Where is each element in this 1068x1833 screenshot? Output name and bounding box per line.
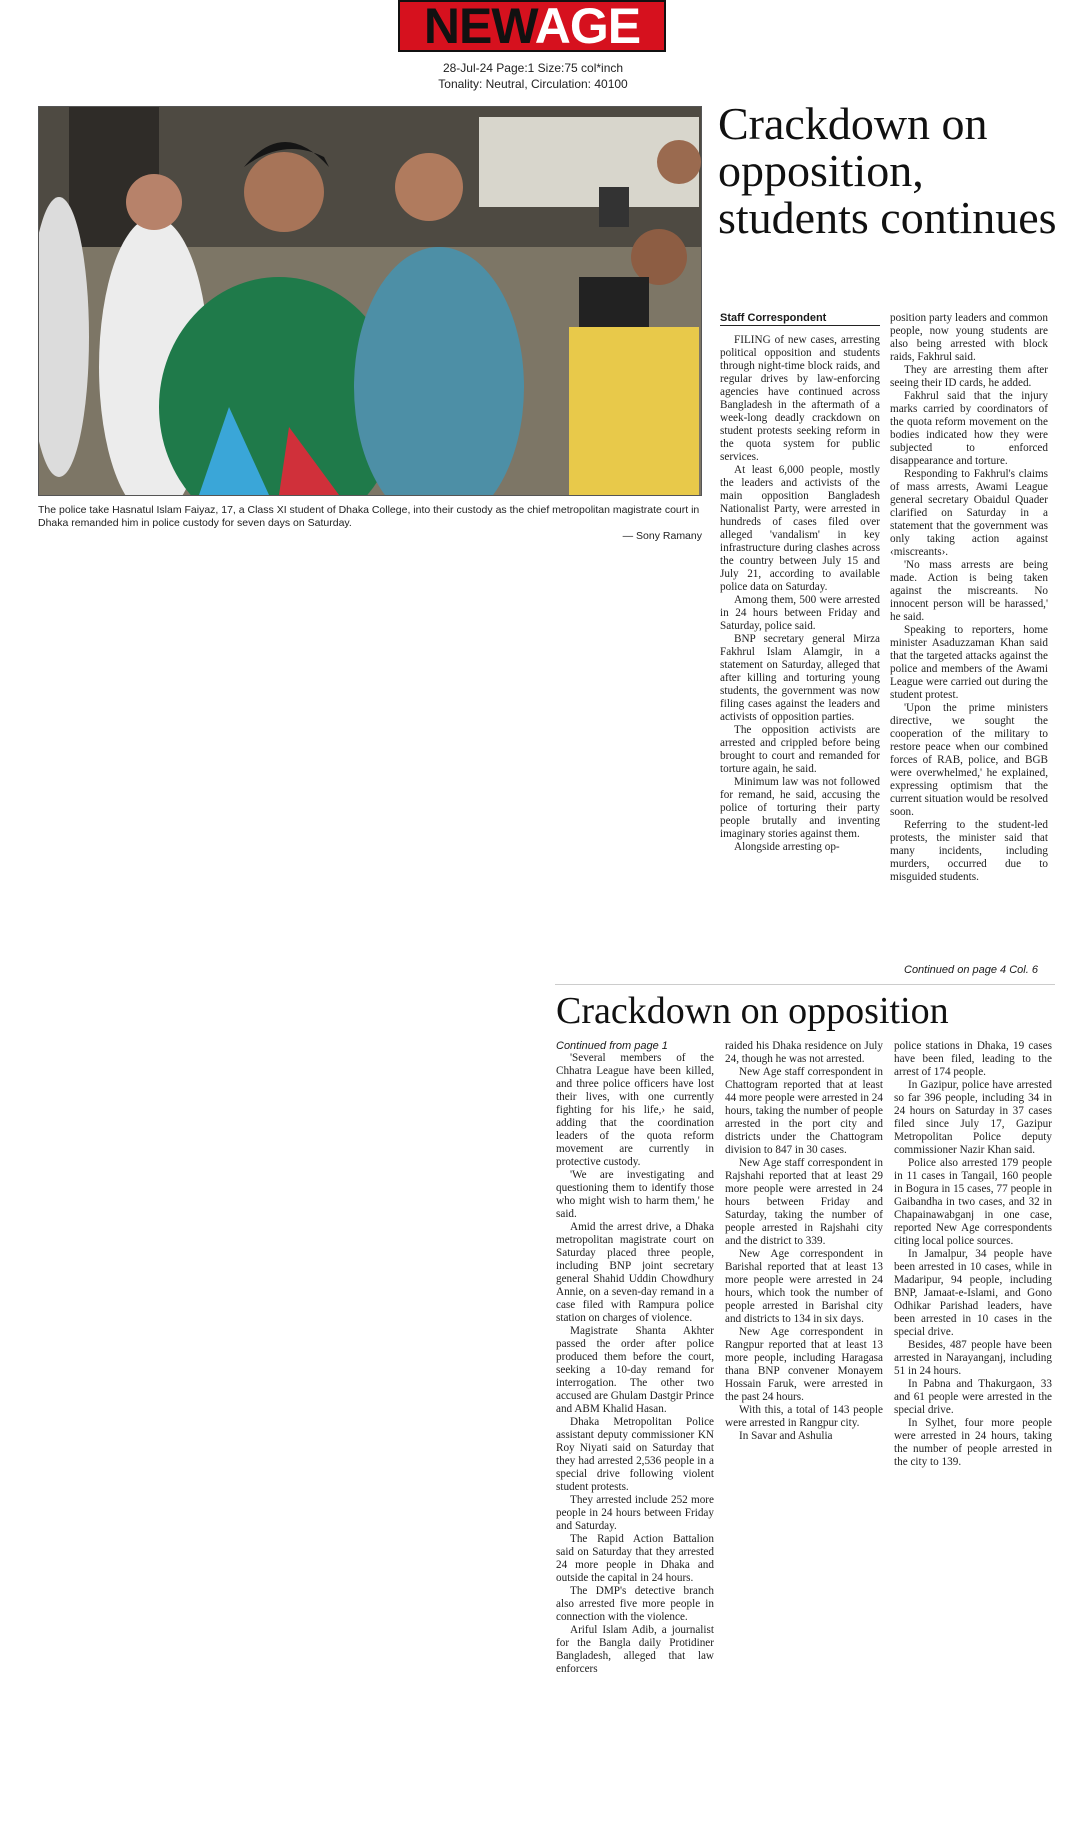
paragraph: In Jamalpur, 34 people have been arrested in 10 cases, while in Madaripur, 94 people, including BNP, Jamaat-e-Islami, and Gono Odhikar Parishad leaders, have been arrested in 10 cases in the special drive. [894, 1248, 1052, 1338]
paragraph: 'We are investigating and questioning them to identify those who might wish to harm them,' he said. [556, 1169, 714, 1220]
continuation-headline: Crackdown on opposition [556, 990, 949, 1032]
paragraph: Referring to the student-led protests, the minister said that many incidents, including murders, occurred due to misguided students. [890, 819, 1048, 883]
paragraph: 'Several members of the Chhatra League have been killed, and three police officers have lost their lives, with one currently fighting for his life,› he said, adding that the coordination leaders of the quota reform movement are currently in protective custody. [556, 1052, 714, 1168]
paragraph: Fakhrul said that the injury marks carried by coordinators of the quota reform movement on the bodies indicated how they were subjected to enforced disappearance and torture. [890, 390, 1048, 467]
paragraph: The DMP's detective branch also arrested five more people in connection with the violence. [556, 1585, 714, 1623]
paragraph: The Rapid Action Battalion said on Saturday that they arrested 24 more people in Dhaka and outside the capital in 24 hours. [556, 1533, 714, 1584]
continuation-column-2 [725, 1040, 883, 1443]
paragraph: New Age staff correspondent in Rajshahi reported that at least 29 more people were arrested in 24 hours between Friday and Saturday, taking the number of people arrested in Rajshahi city and the district to 339. [725, 1157, 883, 1247]
paragraph: Responding to Fakhrul's claims of mass arrests, Awami League general secretary Obaidul Quader clarified on Saturday in a statement that the government was only taking action against ‹miscreants›. [890, 468, 1048, 558]
paragraph: With this, a total of 143 people were arrested in Rangpur city. [725, 1404, 883, 1429]
continuation-column-1 [556, 1052, 714, 1676]
paragraph: police stations in Dhaka, 19 cases have been filed, leading to the arrest of 174 people. [894, 1040, 1052, 1078]
paragraph: Among them, 500 were arrested in 24 hours between Friday and Saturday, police said. [720, 594, 880, 632]
paragraph: In Sylhet, four more people were arrested in 24 hours, taking the number of people arrested in the city to 139. [894, 1417, 1052, 1468]
meta-tonality-circulation: Tonality: Neutral, Circulation: 40100 [438, 77, 628, 91]
paragraph: Amid the arrest drive, a Dhaka metropolitan magistrate court on Saturday placed three people, including BNP joint secretary general Shahid Uddin Chowdhury Annie, on a seven-day remand in a case filed with Rampura police station on charges of violence. [556, 1221, 714, 1324]
logo-part-age: AGE [534, 0, 641, 54]
article-column-1 [720, 334, 880, 854]
paragraph: Speaking to reporters, home minister Asaduzzaman Khan said that the targeted attacks against the police and members of the Awami League were carried out during the student protest. [890, 624, 1048, 701]
paragraph: They are arresting them after seeing their ID cards, he added. [890, 364, 1048, 389]
paragraph: The opposition activists are arrested and crippled before being brought to court and remanded for torture again, he said. [720, 724, 880, 775]
paragraph: Besides, 487 people have been arrested in Narayanganj, including 51 in 24 hours. [894, 1339, 1052, 1377]
paragraph: Minimum law was not followed for remand, he said, accusing the police of torturing their party people brutally and inventing imaginary stories against them. [720, 776, 880, 840]
paragraph: New Age correspondent in Barishal reported that at least 13 more people were arrested in 24 hours, which took the number of people arrested in Barishal city and districts to 134 in six days. [725, 1248, 883, 1325]
masthead [398, 0, 668, 56]
paragraph: New Age correspondent in Rangpur reported that at least 13 more people, including Haragasa thana BNP convener Monayem Hossain Faruk, were arrested in the past 24 hours. [725, 1326, 883, 1403]
continued-from-notice: Continued from page 1 [556, 1040, 668, 1052]
paragraph: In Pabna and Thakurgaon, 33 and 61 people were arrested in the special drive. [894, 1378, 1052, 1416]
paragraph: position party leaders and common people, now young students are also being arrested with block raids, Fakhrul said. [890, 312, 1048, 363]
meta-date-size: 28-Jul-24 Page:1 Size:75 col*inch [442, 61, 624, 75]
photo-credit: — Sony Ramany [622, 530, 702, 542]
article-headline: Crackdown on opposition, students continues [718, 98, 1057, 243]
paragraph: In Gazipur, police have arrested so far 396 people, including 34 in 24 hours on Saturday in 37 cases filed since July 17, Gazipur Metropolitan Police deputy commissioner Nazir Khan said. [894, 1079, 1052, 1156]
paragraph: FILING of new cases, arresting political opposition and students through night-time block raids, and regular drives by law-enforcing agencies have continued across Bangladesh in the aftermath of a week-long deadly crackdown on student protests seeking reform in the quota system for public services. [720, 334, 880, 463]
clipping-meta [398, 60, 668, 92]
paragraph: New Age staff correspondent in Chattogram reported that at least 44 more people were arrested in 24 hours, taking the number of people arrested in the port city and districts under the Chattogram division to 847 in 30 cases. [725, 1066, 883, 1156]
paragraph: Police also arrested 179 people in 11 cases in Tangail, 160 people in Bogura in 15 cases, 77 people in Gaibandha in two cases, and 32 in Chapainawabganj in one case, reported New Age correspondents citing local police sources. [894, 1157, 1052, 1247]
paragraph: Ariful Islam Adib, a journalist for the Bangla daily Protidiner Bangladesh, alleged that law enforcers [556, 1624, 714, 1675]
news-photo-illustration [39, 107, 701, 495]
paragraph: Alongside arresting op- [734, 841, 840, 853]
article-column-2 [890, 312, 1048, 884]
continuation-column-3 [894, 1040, 1052, 1469]
news-photo [38, 106, 702, 496]
continued-on-notice: Continued on page 4 Col. 6 [904, 964, 1038, 976]
byline: Staff Correspondent [720, 312, 880, 326]
photo-caption-text: The police take Hasnatul Islam Faiyaz, 17, a Class XI student of Dhaka College, into their custody as the chief metropolitan magistrate court in Dhaka remanded him in police custody for seven days on Saturday. [38, 504, 700, 529]
paragraph: 'Upon the prime ministers directive, we sought the cooperation of the military to restore peace when our combined forces of RAB, police, and BGB were overwhelmed,' he explained, expressing optimism that the current situation would be resolved soon. [890, 702, 1048, 818]
logo-part-new: NEW [423, 0, 535, 54]
newspaper-logo [398, 0, 666, 52]
section-divider [555, 984, 1055, 985]
paragraph: raided his Dhaka residence on July 24, though he was not arrested. [725, 1040, 883, 1065]
paragraph: 'No mass arrests are being made. Action is being taken against the miscreants. No innocent person will be harassed,' he said. [890, 559, 1048, 623]
photo-caption [38, 504, 702, 543]
paragraph: At least 6,000 people, mostly the leaders and activists of the main opposition Bangladesh Nationalist Party, were arrested in hundreds of cases filed over alleged 'vandalism' in key infrastructure during clashes across the country between July 15 and July 21, according to available police data on Saturday. [720, 464, 880, 593]
paragraph: They arrested include 252 more people in 24 hours between Friday and Saturday. [556, 1494, 714, 1532]
paragraph: Magistrate Shanta Akhter passed the order after police produced them before the court, seeking a 10-day remand for interrogation. The other two accused are Ghulam Dastgir Prince and ABM Khalid Hasan. [556, 1325, 714, 1415]
paragraph: BNP secretary general Mirza Fakhrul Islam Alamgir, in a statement on Saturday, alleged that after killing and torturing young students, the government was now filing cases against the leaders and activists of opposition parties. [720, 633, 880, 723]
paragraph: In Savar and Ashulia [739, 1430, 833, 1442]
paragraph: Dhaka Metropolitan Police assistant deputy commissioner KN Roy Niyati said on Saturday that they had arrested 2,536 people in a special drive following violent student protests. [556, 1416, 714, 1493]
